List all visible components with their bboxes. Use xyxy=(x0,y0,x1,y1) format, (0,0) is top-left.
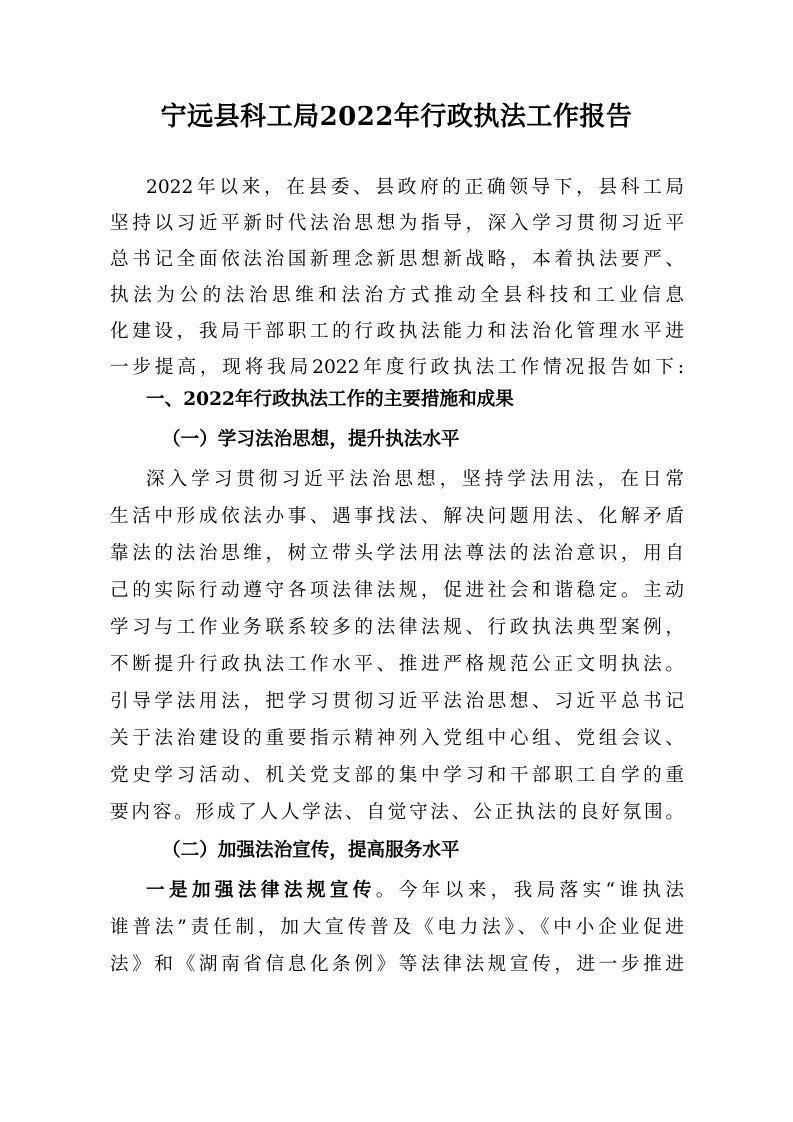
subsection-heading: （一）学习法治思想，提升执法水平 xyxy=(162,429,460,450)
intro-line: 一步提高，现将我局2022年度行政执法工作情况报告如下: xyxy=(110,357,684,378)
intro-line: 2022年以来，在县委、县政府的正确领导下，县科工局 xyxy=(146,177,684,198)
intro-line: 总书记全面依法治国新理念新思想新战略，本着执法要严、 xyxy=(110,249,684,270)
paragraph-line: 谁普法”责任制，加大宣传普及《电力法》、《中小企业促进 xyxy=(110,917,684,938)
paragraph-line: 深入学习贯彻习近平法治思想，坚持学法用法，在日常 xyxy=(146,469,684,490)
paragraph-lead-bold: 一是加强法律法规宣传 xyxy=(146,880,376,901)
paragraph-line: 己的实际行动遵守各项法律法规，促进社会和谐稳定。主动 xyxy=(110,580,684,601)
paragraph-line: 要内容。形成了人人学法、自觉守法、公正执法的良好氛围。 xyxy=(110,802,684,823)
paragraph-line: 引导学法用法，把学习贯彻习近平法治思想、习近平总书记 xyxy=(110,691,684,712)
section-heading: 一、2022年行政执法工作的主要措施和成果 xyxy=(146,389,514,410)
intro-line: 坚持以习近平新时代法治思想为指导，深入学习贯彻习近平 xyxy=(110,213,684,234)
paragraph-line: 生活中形成依法办事、遇事找法、解决问题用法、化解矛盾 xyxy=(110,506,684,527)
document-title: 宁远县科工局2022年行政执法工作报告 xyxy=(160,102,633,132)
paragraph-line: 靠法的法治思维，树立带头学法用法尊法的法治意识，用自 xyxy=(110,543,684,564)
paragraph-line xyxy=(146,877,684,905)
paragraph-lead-rest: 。今年以来，我局落实“谁执法 xyxy=(375,880,684,901)
paragraph-line: 不断提升行政执法工作水平、推进严格规范公正文明执法。 xyxy=(110,654,684,675)
paragraph-line: 学习与工作业务联系较多的法律法规、行政执法典型案例， xyxy=(110,617,684,638)
subsection-heading: （二）加强法治宣传，提高服务水平 xyxy=(162,840,460,861)
paragraph-line: 党史学习活动、机关党支部的集中学习和干部职工自学的重 xyxy=(110,765,684,786)
intro-line: 执法为公的法治思维和法治方式推动全县科技和工业信息 xyxy=(110,285,684,306)
intro-line: 化建设，我局干部职工的行政执法能力和法治化管理水平进 xyxy=(110,321,684,342)
paragraph-line: 关于法治建设的重要指示精神列入党组中心组、党组会议、 xyxy=(110,728,684,749)
paragraph-line: 法》和《湖南省信息化条例》等法律法规宣传，进一步推进 xyxy=(110,954,684,975)
